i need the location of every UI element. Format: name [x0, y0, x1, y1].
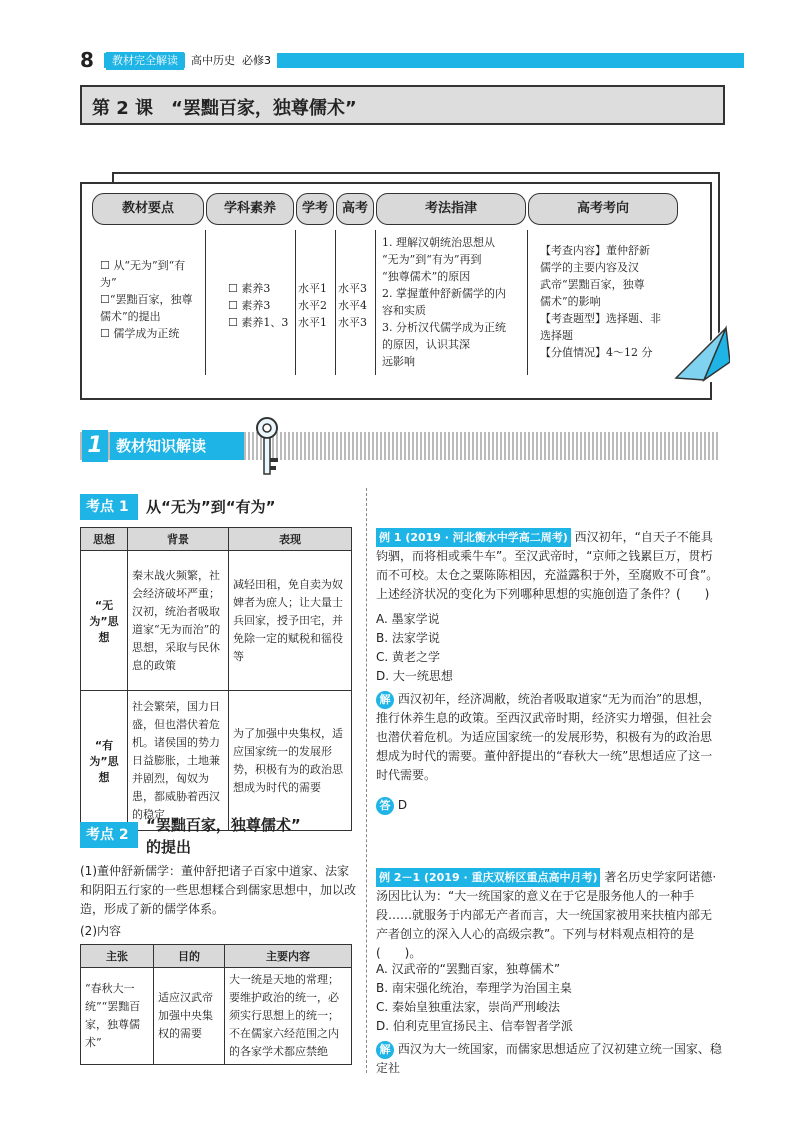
th-background: 背景 — [128, 528, 229, 551]
col-head-literacy: 学科素养 — [206, 193, 294, 225]
purpose-cell: 适应汉武帝加强中央集权的需要 — [154, 968, 225, 1065]
kaodian-2-para-1: (1)董仲舒新儒学：董仲舒把诸子百家中道家、法家和阴阳五行家的一些思想糅合到儒家思想中，加以改造，形成了新的儒学体系。 — [80, 864, 357, 916]
example-2-tag: 例 2－1 (2019 · 重庆双桥区重点高中月考) — [376, 868, 600, 887]
example-1-options — [376, 610, 722, 686]
lesson-title: 第 2 课 “罢黜百家，独尊儒术” — [92, 98, 357, 119]
option: D. 大一统思想 — [376, 669, 453, 683]
example-2-text: 著名历史学家阿诺德·汤因比认为：“大一统国家的意义在于它是服务他人的一种手段……就服务于内部无产者而言，大一统国家被用来扶植内部无产者创立的深入人心的高级宗教”。下列与材料观点相符的是( )。 — [376, 870, 717, 960]
kaodian-1-badge: 考点 1 — [80, 494, 138, 520]
option: B. 南宋强化统治，奉理学为治国主臬 — [376, 981, 572, 995]
table-row — [81, 551, 352, 691]
row-performance: 为了加强中央集权，适应国家统一的发展形势，积极有为的政治思想成为时代的需要 — [229, 691, 352, 831]
table-row — [81, 691, 352, 831]
option: C. 黄老之学 — [376, 650, 441, 664]
col-head-trend: 高考考向 — [528, 193, 678, 225]
kaodian-1-table — [80, 527, 352, 831]
explain-icon: 解 — [376, 1041, 394, 1059]
gaokao-cell: 水平3 水平4 水平3 — [338, 282, 367, 329]
example-1-text: 西汉初年，“自天子不能具钧驷，而将相或乘牛车”。至汉武帝时，“京师之钱累巨万，贯朽而不可校。太仓之粟陈陈相因，充溢露积于外，至腐败不可食”。上述经济状况的变化为下列哪种思想的实施创造了条件？( ) — [376, 530, 719, 601]
option: A. 汉武帝的“罢黜百家，独尊儒术” — [376, 962, 561, 976]
table-row — [81, 968, 352, 1065]
col-divider — [375, 230, 376, 375]
claim-cell: “春秋大一统”“罢黜百家，独尊儒术” — [81, 968, 154, 1065]
option: A. 墨家学说 — [376, 612, 440, 626]
explain-icon: 解 — [376, 691, 394, 709]
example-2-explain — [376, 1040, 722, 1078]
example-1-answer — [376, 796, 407, 815]
option: C. 秦始皇独重法家，崇尚严刑峻法 — [376, 1000, 561, 1014]
col-head-methods: 考法指津 — [376, 193, 526, 225]
row-name: “无为”思想 — [81, 551, 128, 691]
example-1-explain-text: 西汉初年，经济凋敝，统治者吸取道家“无为而治”的思想，推行休养生息的政策。至西汉武帝时期，经济实力增强，但社会也潜伏着危机。为适应国家统一的发展形势，积极有为的政治思想成为时代的需要。董仲舒提出的“春秋大一统”思想适应了这一时代需要。 — [376, 692, 713, 782]
th-performance: 表现 — [229, 528, 352, 551]
kaodian-2-title-1: “罢黜百家，独尊儒术” — [146, 816, 301, 834]
col-divider — [335, 230, 336, 375]
option: B. 法家学说 — [376, 631, 440, 645]
kaodian-2-para-2: (2)内容 — [80, 924, 121, 938]
col-head-points: 教材要点 — [92, 193, 204, 225]
volume-label: 必修3 — [242, 54, 271, 67]
option: D. 伯利克里宣扬民主、信奉智者学派 — [376, 1019, 573, 1033]
row-performance: 减轻田租，免自卖为奴婢者为庶人；让大量士兵回家，授予田宅，并免除一定的赋税和徭役等 — [229, 551, 352, 691]
kaodian-2-title-2: 的提出 — [146, 838, 192, 856]
trend-cell: 【考查内容】董仲舒新 儒学的主要内容及汉 武帝“罢黜百家，独尊 儒术”的影响 【考查题型】选择题、非 选择题 【分值情况】4～12 分 — [540, 244, 661, 359]
literacy-cell: ☐ 素养3 ☐ 素养3 ☐ 素养1、3 — [228, 282, 289, 329]
col-head-xuekao: 学考 — [296, 193, 334, 225]
content-cell: 大一统是天地的常理；要维护政治的统一，必须实行思想上的统一；不在儒家六经范围之内的各家学术都应禁绝 — [225, 968, 352, 1065]
xuekao-cell: 水平1 水平2 水平1 — [298, 282, 327, 329]
column-divider — [366, 488, 367, 1073]
page-number: 8 — [80, 48, 94, 72]
answer-icon: 答 — [376, 797, 394, 815]
example-1-explain — [376, 690, 722, 785]
example-2-question — [376, 868, 722, 963]
example-2-options — [376, 960, 722, 1036]
subject-label: 高中历史 — [191, 54, 235, 67]
example-1-tag: 例 1 (2019 · 河北衡水中学高二周考) — [376, 528, 571, 547]
row-background: 社会繁荣，国力日盛，但也潜伏着危机。诸侯国的势力日益膨胀，土地兼并剧烈，匈奴为患，都威胁着西汉的稳定 — [128, 691, 229, 831]
kaodian-2-badge: 考点 2 — [80, 822, 138, 848]
col-head-gaokao: 高考 — [336, 193, 374, 225]
key-icon — [252, 416, 282, 478]
section-number: 1 — [82, 430, 108, 462]
col-divider — [295, 230, 296, 375]
kaodian-1-title: 从“无为”到“有为” — [146, 498, 276, 516]
th-claim: 主张 — [81, 945, 154, 968]
kaodian-2-table — [80, 944, 352, 1065]
row-name: “有为”思想 — [81, 691, 128, 831]
example-1-question — [376, 528, 722, 604]
subject-tag — [185, 52, 277, 70]
section-title: 教材知识解读 — [110, 432, 244, 460]
th-thought: 思想 — [81, 528, 128, 551]
book-tag: 教材完全解读 — [106, 52, 184, 70]
points-cell: ☐ 从“无为”到“有 为” ☐“罢黜百家，独尊 儒术”的提出 ☐ 儒学成为正统 — [100, 259, 193, 340]
example-2-explain-text: 西汉为大一统国家，而儒家思想适应了汉初建立统一国家、稳定社 — [376, 1042, 722, 1075]
col-divider — [205, 230, 206, 375]
row-background: 秦末战火频繁，社会经济破坏严重；汉初，统治者吸取道家“无为而治”的思想，采取与民休息的政策 — [128, 551, 229, 691]
methods-cell: 1. 理解汉朝统治思想从 “无为”到“有为”再到 “独尊儒术”的原因 2. 掌握董仲舒新儒学的内 容和实质 3. 分析汉代儒学成为正统 的原因，认识其深 远影响 — [382, 236, 506, 368]
th-purpose: 目的 — [154, 945, 225, 968]
example-1-answer-text: D — [397, 798, 408, 812]
th-content: 主要内容 — [225, 945, 352, 968]
